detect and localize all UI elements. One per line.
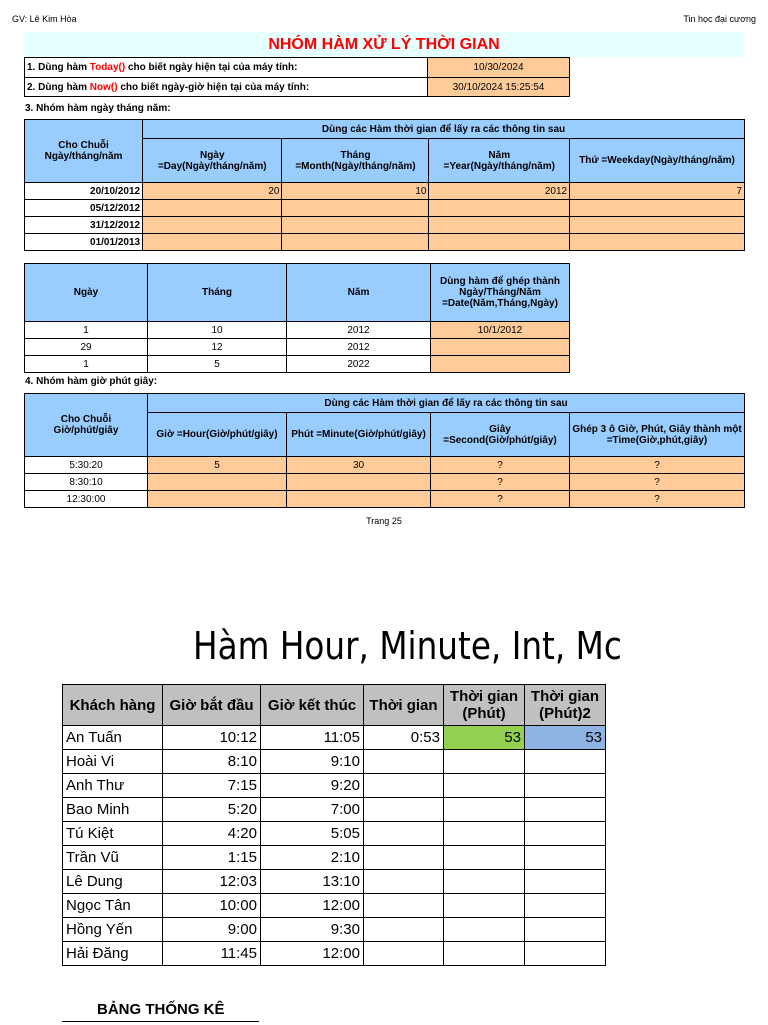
customer-name-cell: Tú Kiệt (63, 822, 163, 846)
date-func-header-3: Thứ =Weekday(Ngày/tháng/năm) (570, 139, 745, 183)
minutes2-cell[interactable]: 53 (525, 726, 606, 750)
customer-header-3: Thời gian (364, 685, 444, 726)
now-label: 2. Dùng hàm Now() cho biết ngày-giờ hiện tại của máy tính: (25, 78, 428, 97)
table-row (25, 200, 745, 217)
duration-cell[interactable] (364, 846, 444, 870)
customer-name-cell: Trần Vũ (63, 846, 163, 870)
customer-name-cell: An Tuấn (63, 726, 163, 750)
time-group-header: Dùng các Hàm thời gian để lấy ra các thông tin sau (148, 394, 745, 413)
duration-cell[interactable] (364, 774, 444, 798)
time-h-cell[interactable]: 5 (148, 457, 287, 474)
time-m-cell[interactable]: 30 (287, 457, 431, 474)
table-row (63, 750, 606, 774)
current-date-table (24, 57, 570, 97)
time-s-cell[interactable]: ? (431, 457, 570, 474)
table-row (25, 474, 745, 491)
date-day-cell[interactable] (143, 234, 282, 251)
date-day-cell[interactable]: 20 (143, 183, 282, 200)
start-time-cell: 9:00 (163, 918, 261, 942)
header-author: GV: Lê Kim Hòa (12, 14, 77, 24)
date-compose-result-cell[interactable]: 10/1/2012 (431, 322, 570, 339)
minutes2-cell[interactable] (525, 942, 606, 966)
customer-header-1: Giờ bắt đầu (163, 685, 261, 726)
duration-cell[interactable] (364, 918, 444, 942)
date-year-cell[interactable]: 2012 (429, 183, 570, 200)
minutes2-cell[interactable] (525, 846, 606, 870)
minutes2-cell[interactable] (525, 894, 606, 918)
date-func-header-0: Ngày =Day(Ngày/tháng/năm) (143, 139, 282, 183)
date-year-cell[interactable] (429, 200, 570, 217)
start-time-cell: 10:00 (163, 894, 261, 918)
date-year-cell[interactable] (429, 217, 570, 234)
time-func-header-0: Giờ =Hour(Giờ/phút/giây) (148, 413, 287, 457)
customer-name-cell: Hồng Yến (63, 918, 163, 942)
minutes-cell[interactable]: 53 (444, 726, 525, 750)
date-weekday-cell[interactable]: 7 (570, 183, 745, 200)
now-func: Now() (89, 81, 118, 93)
start-time-cell: 5:20 (163, 798, 261, 822)
date-string-cell: 31/12/2012 (25, 217, 143, 234)
table-row (25, 322, 570, 339)
date-func-header-2: Năm =Year(Ngày/tháng/năm) (429, 139, 570, 183)
customer-header-5: Thời gian (Phút)2 (525, 685, 606, 726)
time-r-cell[interactable]: ? (570, 457, 745, 474)
minutes2-cell[interactable] (525, 822, 606, 846)
stat-title: BẢNG THỐNG KÊ (97, 1001, 225, 1018)
date-string-header: Cho Chuỗi Ngày/tháng/năm (25, 120, 143, 183)
today-label: 1. Dùng hàm Today() cho biết ngày hiện tại của máy tính: (25, 58, 428, 78)
customer-name-cell: Ngọc Tân (63, 894, 163, 918)
date-group-header: Dùng các Hàm thời gian để lấy ra các thông tin sau (143, 120, 745, 139)
date-year-cell[interactable] (429, 234, 570, 251)
section-4-heading: 4. Nhóm hàm giờ phút giây: (25, 376, 158, 387)
date-compose-header-3: Dùng hàm để ghép thành Ngày/Tháng/Năm =Date(Năm,Tháng,Ngày) (431, 264, 570, 322)
customer-header-4: Thời gian (Phút) (444, 685, 525, 726)
customer-header-0: Khách hàng (63, 685, 163, 726)
minutes-cell[interactable] (444, 894, 525, 918)
date-compose-header-2: Năm (287, 264, 431, 322)
time-r-cell[interactable]: ? (570, 491, 745, 508)
end-time-cell: 5:05 (261, 822, 364, 846)
table-row (63, 894, 606, 918)
time-string-cell: 8:30:10 (25, 474, 148, 491)
duration-cell[interactable] (364, 894, 444, 918)
minutes2-cell[interactable] (525, 798, 606, 822)
date-compose-result-cell[interactable] (431, 339, 570, 356)
start-time-cell: 8:10 (163, 750, 261, 774)
time-func-header-3: Ghép 3 ô Giờ, Phút, Giây thành một =Time(Giờ,phút,giây) (570, 413, 745, 457)
date-func-header-1: Tháng =Month(Ngày/tháng/năm) (282, 139, 429, 183)
end-time-cell: 12:00 (261, 894, 364, 918)
minutes2-cell[interactable] (525, 750, 606, 774)
slide-title: Hàm Hour, Minute, Int, Mc (193, 624, 622, 668)
end-time-cell: 12:00 (261, 942, 364, 966)
duration-cell[interactable] (364, 750, 444, 774)
table-row (25, 491, 745, 508)
date-compose-result-cell[interactable] (431, 356, 570, 373)
now-value-cell[interactable]: 30/10/2024 15:25:54 (428, 78, 570, 97)
minutes-cell[interactable] (444, 798, 525, 822)
today-value-cell[interactable]: 10/30/2024 (428, 58, 570, 78)
table-row (63, 774, 606, 798)
time-m-cell[interactable] (287, 474, 431, 491)
date-month-cell[interactable]: 10 (282, 183, 429, 200)
date-compose-d-cell: 1 (25, 322, 148, 339)
date-compose-m-cell: 12 (148, 339, 287, 356)
page-number: Trang 25 (366, 516, 402, 526)
time-h-cell[interactable] (148, 491, 287, 508)
time-r-cell[interactable]: ? (570, 474, 745, 491)
table-row (25, 217, 745, 234)
customer-name-cell: Bao Minh (63, 798, 163, 822)
date-compose-header-1: Tháng (148, 264, 287, 322)
time-m-cell[interactable] (287, 491, 431, 508)
customer-name-cell: Hải Đăng (63, 942, 163, 966)
time-s-cell[interactable]: ? (431, 474, 570, 491)
duration-cell[interactable] (364, 798, 444, 822)
table-row (25, 339, 570, 356)
duration-cell[interactable] (364, 942, 444, 966)
time-s-cell[interactable]: ? (431, 491, 570, 508)
customer-name-cell: Anh Thư (63, 774, 163, 798)
time-func-header-2: Giây =Second(Giờ/phút/giây) (431, 413, 570, 457)
date-weekday-cell[interactable] (570, 234, 745, 251)
duration-cell[interactable] (364, 822, 444, 846)
end-time-cell: 11:05 (261, 726, 364, 750)
end-time-cell: 9:20 (261, 774, 364, 798)
date-day-cell[interactable] (143, 200, 282, 217)
date-compose-d-cell: 29 (25, 339, 148, 356)
table-row (63, 846, 606, 870)
stat-table-top-border (62, 1021, 259, 1025)
end-time-cell: 13:10 (261, 870, 364, 894)
minutes-cell[interactable] (444, 750, 525, 774)
start-time-cell: 1:15 (163, 846, 261, 870)
time-functions-table (24, 393, 745, 508)
customer-header-2: Giờ kết thúc (261, 685, 364, 726)
today-func: Today() (89, 62, 126, 73)
minutes-cell[interactable] (444, 918, 525, 942)
time-string-cell: 12:30:00 (25, 491, 148, 508)
minutes-cell[interactable] (444, 774, 525, 798)
minutes-cell[interactable] (444, 942, 525, 966)
start-time-cell: 11:45 (163, 942, 261, 966)
end-time-cell: 9:10 (261, 750, 364, 774)
date-day-cell[interactable] (143, 217, 282, 234)
table-row (63, 822, 606, 846)
date-month-cell[interactable] (282, 234, 429, 251)
time-h-cell[interactable] (148, 474, 287, 491)
minutes-cell[interactable] (444, 822, 525, 846)
date-compose-d-cell: 1 (25, 356, 148, 373)
date-compose-y-cell: 2012 (287, 339, 431, 356)
table-row (63, 798, 606, 822)
minutes2-cell[interactable] (525, 918, 606, 942)
date-string-cell: 20/10/2012 (25, 183, 143, 200)
table-row (63, 918, 606, 942)
customer-name-cell: Lê Dung (63, 870, 163, 894)
duration-cell[interactable] (364, 870, 444, 894)
end-time-cell: 2:10 (261, 846, 364, 870)
table-row (63, 942, 606, 966)
minutes2-cell[interactable] (525, 870, 606, 894)
date-weekday-cell[interactable] (570, 217, 745, 234)
start-time-cell: 10:12 (163, 726, 261, 750)
table-row (25, 183, 745, 200)
start-time-cell: 12:03 (163, 870, 261, 894)
date-compose-y-cell: 2012 (287, 322, 431, 339)
time-func-header-1: Phút =Minute(Giờ/phút/giây) (287, 413, 431, 457)
end-time-cell: 9:30 (261, 918, 364, 942)
date-compose-table (24, 263, 570, 373)
table-row (25, 356, 570, 373)
minutes-cell[interactable] (444, 870, 525, 894)
duration-cell[interactable]: 0:53 (364, 726, 444, 750)
customer-name-cell: Hoài Vi (63, 750, 163, 774)
time-string-cell: 5:30:20 (25, 457, 148, 474)
table-row (25, 457, 745, 474)
header-course: Tin học đại cương (683, 14, 756, 24)
date-month-cell[interactable] (282, 200, 429, 217)
table-row (63, 726, 606, 750)
section-3-heading: 3. Nhóm hàm ngày tháng năm: (25, 103, 171, 114)
end-time-cell: 7:00 (261, 798, 364, 822)
customer-time-table (62, 684, 606, 966)
date-compose-header-0: Ngày (25, 264, 148, 322)
start-time-cell: 4:20 (163, 822, 261, 846)
date-string-cell: 01/01/2013 (25, 234, 143, 251)
date-month-cell[interactable] (282, 217, 429, 234)
date-weekday-cell[interactable] (570, 200, 745, 217)
date-compose-m-cell: 10 (148, 322, 287, 339)
date-compose-m-cell: 5 (148, 356, 287, 373)
minutes2-cell[interactable] (525, 774, 606, 798)
date-functions-table (24, 119, 745, 251)
minutes-cell[interactable] (444, 846, 525, 870)
date-compose-y-cell: 2022 (287, 356, 431, 373)
table-row (25, 234, 745, 251)
date-string-cell: 05/12/2012 (25, 200, 143, 217)
table-row (63, 870, 606, 894)
page-title: NHÓM HÀM XỬ LÝ THỜI GIAN (24, 32, 744, 57)
start-time-cell: 7:15 (163, 774, 261, 798)
time-string-header: Cho Chuỗi Giờ/phút/giây (25, 394, 148, 457)
